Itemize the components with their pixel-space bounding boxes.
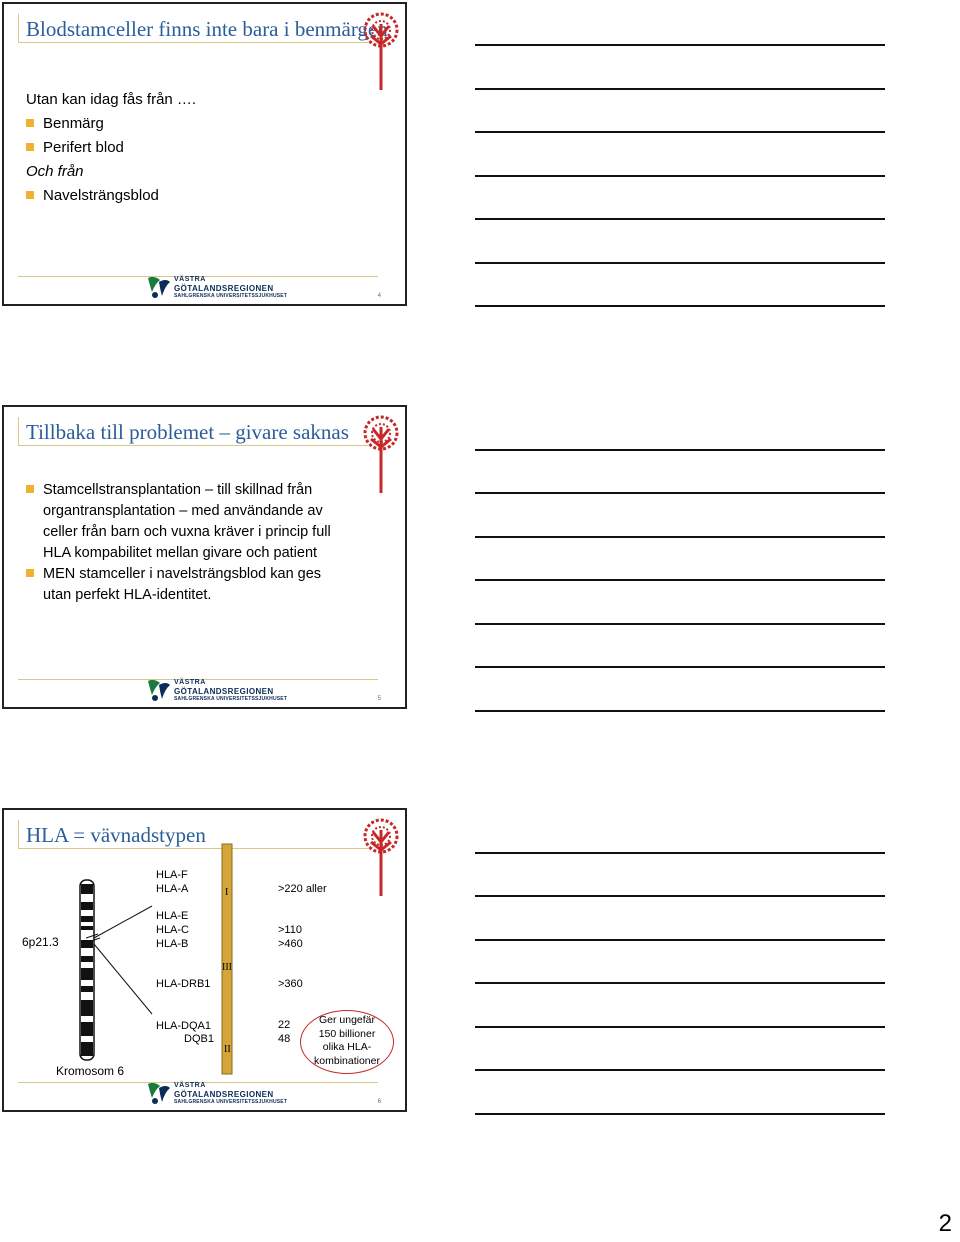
note-line [475,710,885,712]
logo-line-2: GÖTALANDSREGIONEN [174,687,274,696]
slide-content [26,480,331,606]
bullet-item: Perifert blod [26,136,196,160]
title-accent-line [18,14,19,42]
slide-number: 5 [377,696,381,702]
vgr-logo [146,677,286,703]
bullet-item: Stamcellstransplantation – till skillnad från [26,480,331,501]
vgr-logo-icon [146,274,172,300]
note-line [475,88,885,90]
count-hla-drb1: >360 [278,978,303,990]
gene-hla-e: HLA-E [156,910,189,922]
gene-dqb1: DQB1 [184,1033,214,1045]
note-line [475,982,885,984]
logo-line-3: SAHLGRENSKA UNIVERSITETSSJUKHUSET [174,1099,288,1105]
chromosome-label: Kromosom 6 [56,1064,125,1078]
class-iii-label: III [222,962,232,973]
slide-title: HLA = vävnadstypen [26,823,206,847]
note-line [475,44,885,46]
bullet-continuation: utan perfekt HLA-identitet. [43,587,212,603]
callout-text: Ger ungefär 150 billioner olika HLA- kombinationer [314,1014,380,1067]
hla-region-bar [222,844,232,1074]
title-underline [18,42,368,43]
slide-number: 6 [377,1099,381,1105]
count-hla-b: >460 [278,938,303,950]
class-i-label: I [225,887,229,898]
note-line [475,131,885,133]
tree-logo-icon [363,10,399,92]
band-label: 6p21.3 [22,935,59,949]
count-hla-a: >220 aller [278,883,327,895]
slide-4 [2,2,407,306]
note-line [475,666,885,668]
slide-title: Blodstamceller finns inte bara i benmärgen [26,17,388,41]
bullet-item: Navelsträngsblod [26,184,196,208]
note-line [475,1026,885,1028]
slide-5 [2,405,407,709]
note-line [475,449,885,451]
bullet-item: MEN stamceller i navelsträngsblod kan ges [26,564,331,585]
logo-line-1: VÄSTRA [174,679,206,686]
title-accent-line [18,417,19,445]
note-line [475,939,885,941]
logo-line-2: GÖTALANDSREGIONEN [174,284,274,293]
bullet-icon [26,191,34,199]
bullet-continuation: HLA kompabilitet mellan givare och patient [43,545,318,561]
note-line [475,1069,885,1071]
gene-hla-a: HLA-A [156,883,189,895]
bullet-continuation: organtransplantation – med användande av [43,503,323,519]
note-line [475,492,885,494]
logo-line-1: VÄSTRA [174,276,206,283]
vgr-logo [146,274,286,300]
vgr-logo-icon [146,677,172,703]
chromosome-6 [80,880,100,1060]
bullet-icon [26,485,34,493]
gene-hla-b: HLA-B [156,938,189,950]
note-line [475,175,885,177]
bullet-icon [26,143,34,151]
logo-line-2: GÖTALANDSREGIONEN [174,1090,274,1099]
note-line [475,262,885,264]
logo-line-3: SAHLGRENSKA UNIVERSITETSSJUKHUSET [174,696,288,702]
note-line [475,218,885,220]
bullet-icon [26,119,34,127]
logo-line-1: VÄSTRA [174,1082,206,1089]
gene-hla-f: HLA-F [156,869,188,881]
note-line [475,895,885,897]
count-hla-c: >110 [278,924,302,936]
vgr-logo-icon [146,1080,172,1106]
note-line [475,1113,885,1115]
italic-line: Och från [26,163,84,180]
note-line [475,579,885,581]
page-number: 2 [938,1210,952,1237]
count-dqb1: 48 [278,1033,291,1045]
note-line [475,852,885,854]
gene-hla-dqa1: HLA-DQA1 [156,1020,212,1032]
bullet-icon [26,569,34,577]
gene-hla-c: HLA-C [156,924,190,936]
note-line [475,536,885,538]
class-ii-label: II [224,1044,231,1055]
count-hla-dqa1: 22 [278,1019,291,1031]
bullet-continuation: celler från barn och vuxna kräver i princip full [43,524,331,540]
logo-line-3: SAHLGRENSKA UNIVERSITETSSJUKHUSET [174,293,288,299]
slide-6 [2,808,407,1112]
tree-logo-icon [363,413,399,495]
slide-number: 4 [377,293,381,299]
title-underline [18,445,368,446]
vgr-logo [146,1080,286,1106]
slide-content [26,88,196,208]
bullet-item: Benmärg [26,112,196,136]
gene-hla-drb1: HLA-DRB1 [156,978,211,990]
note-line [475,623,885,625]
note-line [475,305,885,307]
slide-title: Tillbaka till problemet – givare saknas [26,420,349,444]
intro-line: Utan kan idag fås från …. [26,91,197,108]
